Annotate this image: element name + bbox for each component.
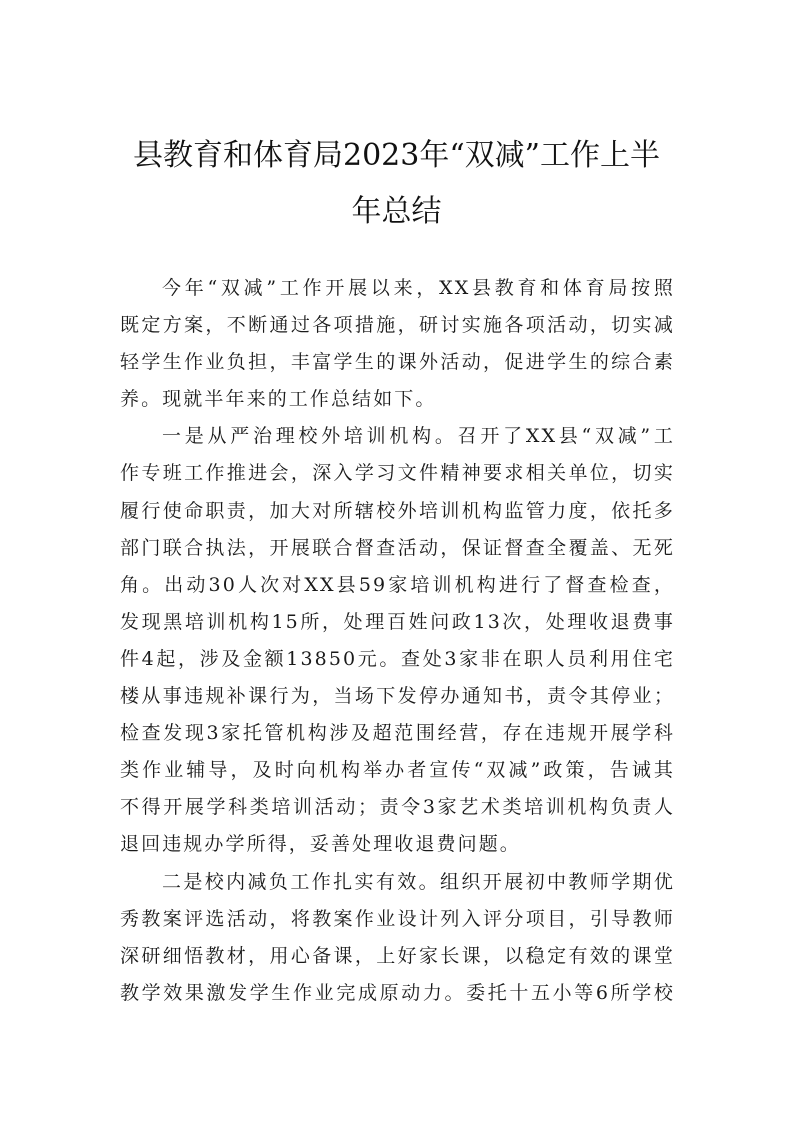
text-line: 作专班工作推进会，深入学习文件精神要求相关单位，切实 (120, 462, 675, 485)
text-line: 养。现就半年来的工作总结如下。 (120, 388, 437, 411)
text-line: 角。出动30人次对XX县59家培训机构进行了督查检查， (120, 573, 675, 596)
text-line: 部门联合执法，开展联合督查活动，保证督查全覆盖、无死 (120, 536, 675, 559)
text-line: 今年“双减”工作开展以来，XX县教育和体育局按照 (162, 277, 675, 299)
document-title-line-1: 县教育和体育局2023年“双减”工作上半 (132, 138, 661, 173)
text-line: 发现黑培训机构15所，处理百姓问政13次，处理收退费事 (120, 610, 675, 633)
document-body (120, 270, 675, 1012)
text-line: 既定方案，不断通过各项措施，研讨实施各项活动，切实减 (120, 314, 675, 337)
text-line: 楼从事违规补课行为，当场下发停办通知书，责令其停业； (120, 685, 675, 708)
paragraph-off-campus-training (120, 418, 675, 863)
text-line: 类作业辅导，及时向机构举办者宣传“双减”政策，告诫其 (120, 759, 675, 782)
text-line: 件4起，涉及金额13850元。查处3家非在职人员利用住宅 (120, 647, 675, 670)
text-line: 履行使命职责，加大对所辖校外培训机构监管力度，依托多 (120, 499, 675, 522)
text-line: 深研细悟教材，用心备课，上好家长课，以稳定有效的课堂 (120, 944, 675, 967)
text-line: 检查发现3家托管机构涉及超范围经营，存在违规开展学科 (120, 722, 675, 745)
text-line: 教学效果激发学生作业完成原动力。委托十五小等6所学校 (120, 981, 675, 1004)
text-line: 轻学生作业负担，丰富学生的课外活动，促进学生的综合素 (120, 351, 675, 374)
paragraph-intro (120, 270, 675, 418)
text-line: 秀教案评选活动，将教案作业设计列入评分项目，引导教师 (120, 907, 675, 930)
paragraph-in-school-burden (120, 864, 675, 1012)
text-line: 不得开展学科类培训活动；责令3家艺术类培训机构负责人 (120, 796, 675, 819)
document-title-line-2: 年总结 (351, 194, 442, 229)
text-line: 一是从严治理校外培训机构。召开了XX县“双减”工 (162, 425, 675, 448)
text-line: 二是校内减负工作扎实有效。组织开展初中教师学期优 (162, 870, 675, 893)
text-line: 退回违规办学所得，妥善处理收退费问题。 (120, 833, 521, 856)
